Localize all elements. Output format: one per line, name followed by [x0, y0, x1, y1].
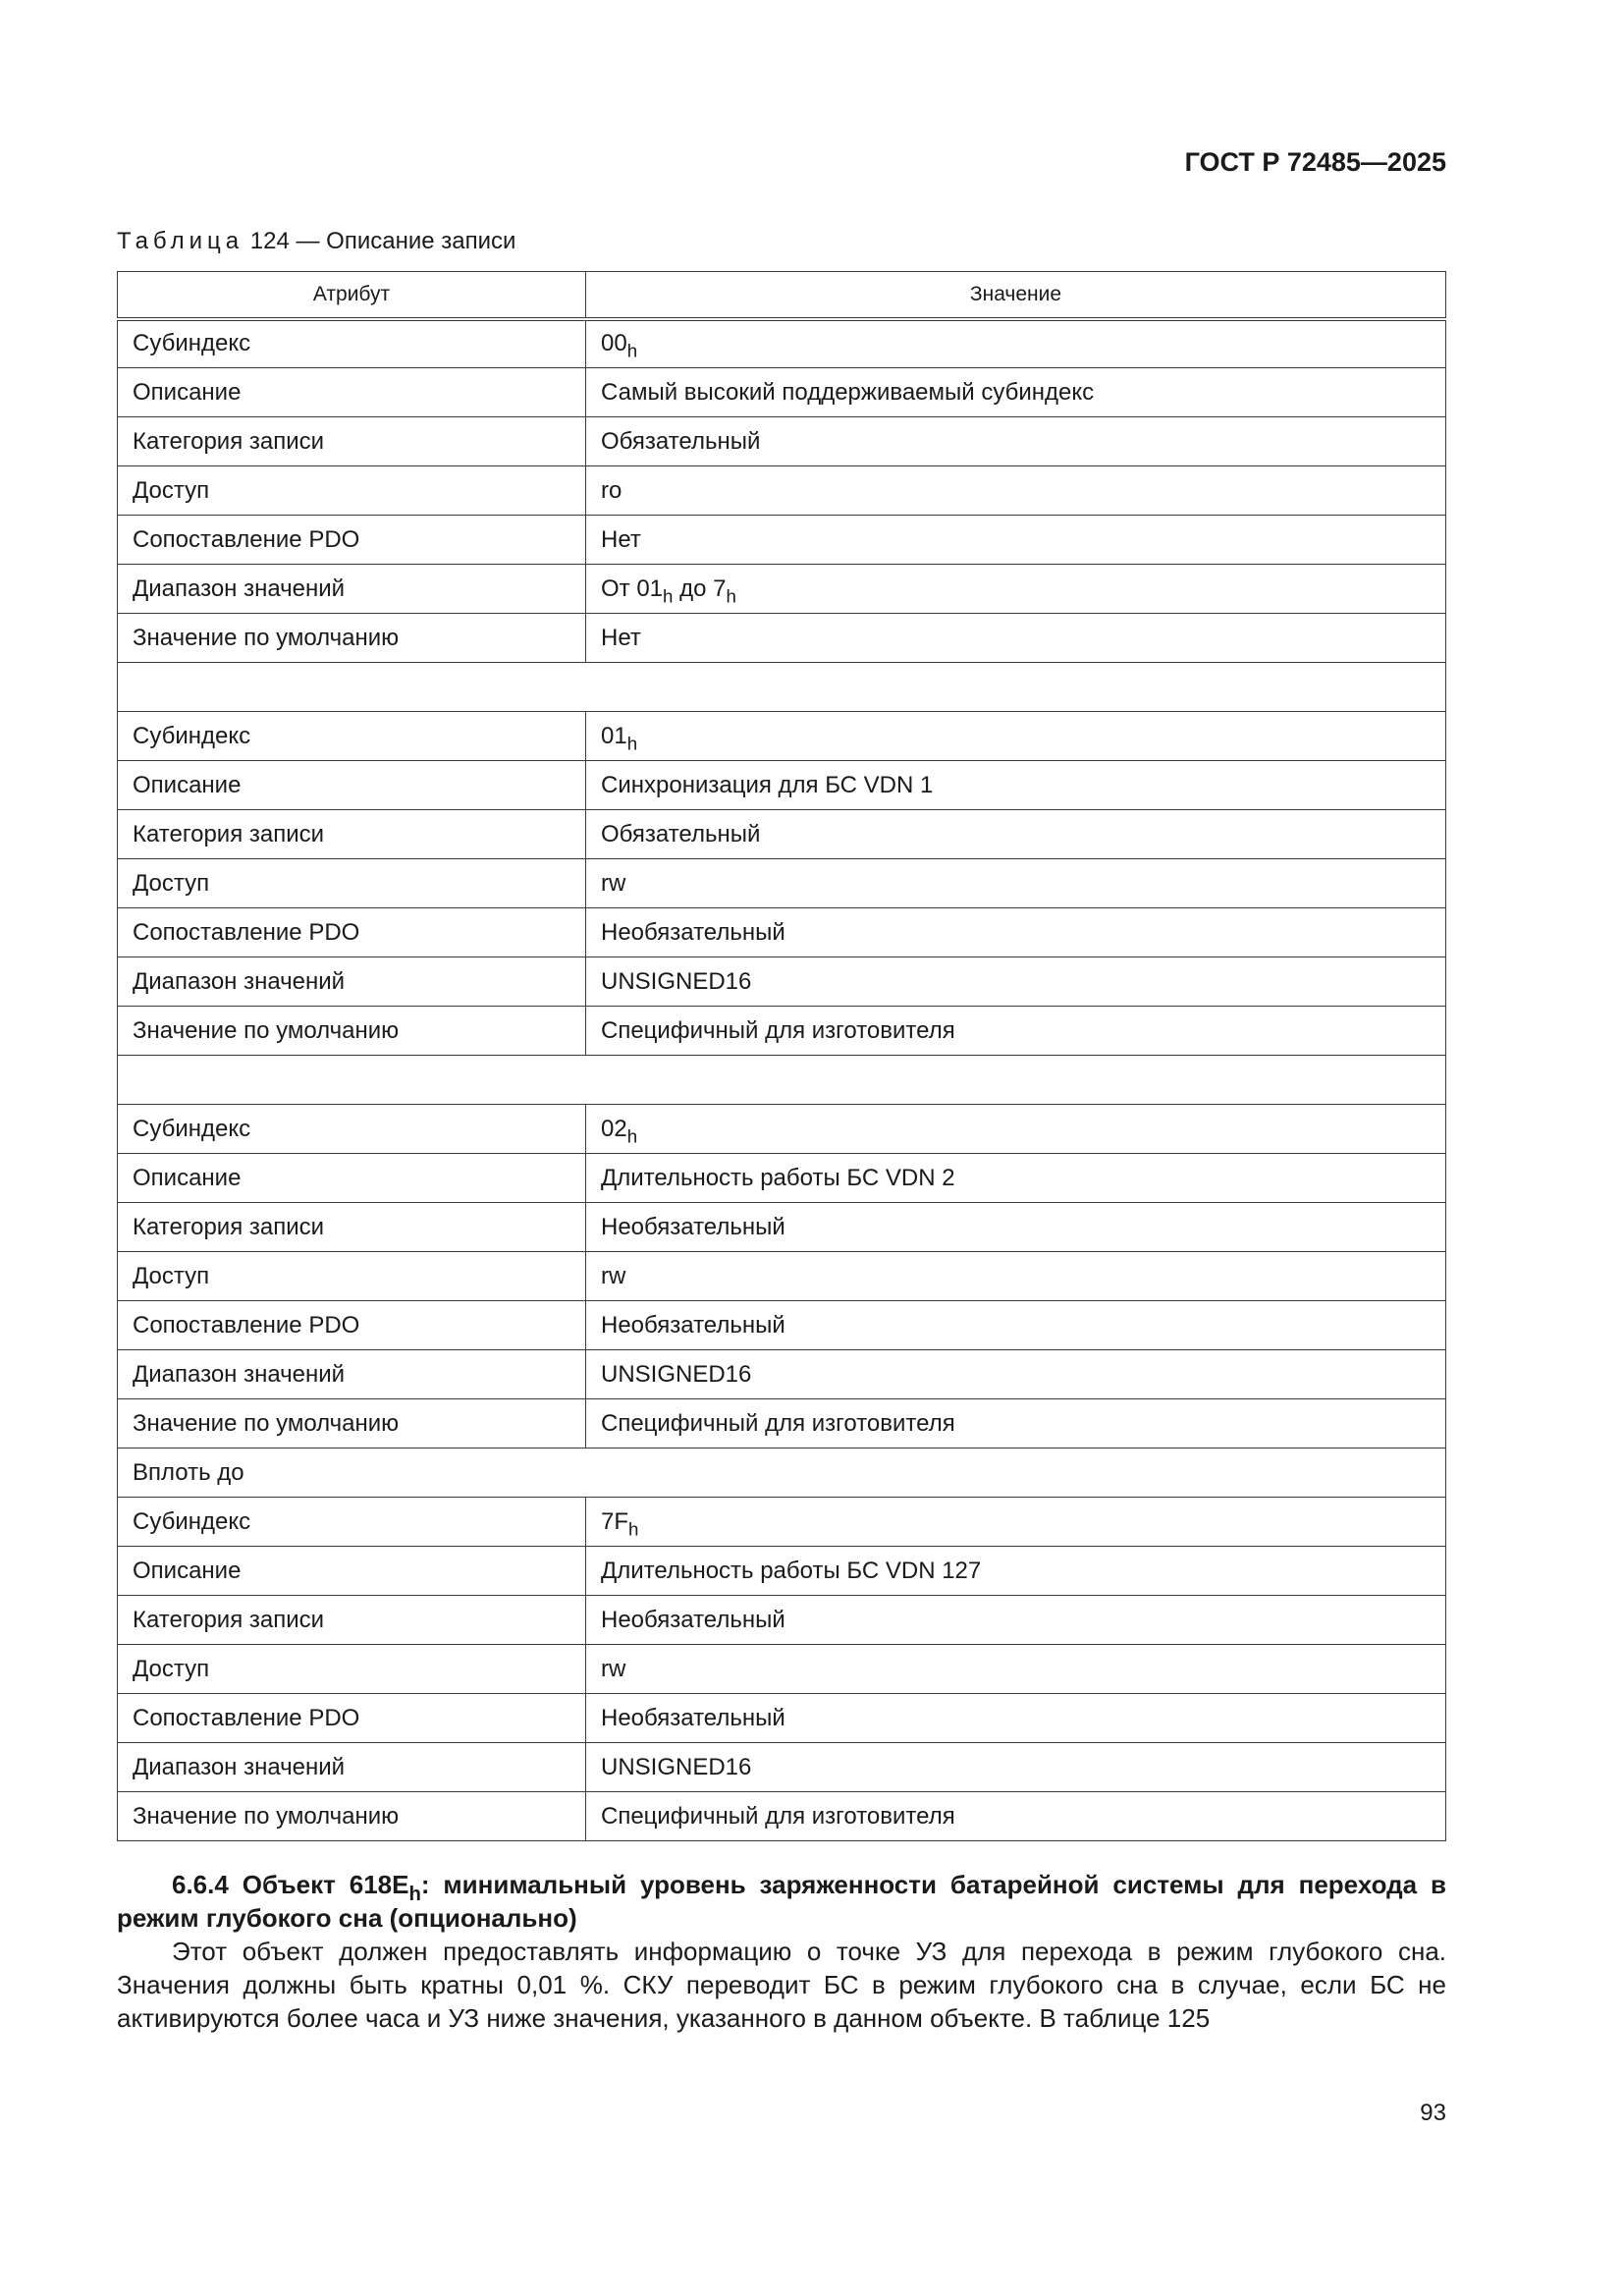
value-text: Длительность работы БС VDN 2	[601, 1164, 955, 1191]
table-span-cell: Вплоть до	[118, 1449, 1446, 1498]
table-row	[118, 1498, 1446, 1547]
value-subscript: h	[626, 733, 638, 754]
table-row	[118, 1449, 1446, 1498]
attribute-cell: Описание	[118, 368, 586, 417]
attribute-cell: Значение по умолчанию	[118, 1399, 586, 1449]
table-row	[118, 712, 1446, 761]
value-cell	[586, 565, 1446, 614]
attribute-cell: Сопоставление PDO	[118, 1694, 586, 1743]
table-row	[118, 1694, 1446, 1743]
value-cell	[586, 417, 1446, 466]
table-row	[118, 417, 1446, 466]
table-row	[118, 1007, 1446, 1056]
value-cell	[586, 1547, 1446, 1596]
table-caption	[117, 228, 515, 255]
attribute-cell: Сопоставление PDO	[118, 1301, 586, 1350]
value-text: до 7	[673, 574, 727, 602]
table-header-row	[118, 272, 1446, 319]
attribute-cell: Категория записи	[118, 417, 586, 466]
value-text: Необязательный	[601, 1606, 785, 1633]
table-row	[118, 957, 1446, 1007]
attribute-cell: Описание	[118, 1547, 586, 1596]
value-cell	[586, 1007, 1446, 1056]
table-row	[118, 908, 1446, 957]
value-text: 7F	[601, 1507, 629, 1535]
attribute-cell: Описание	[118, 761, 586, 810]
table-row	[118, 565, 1446, 614]
value-cell	[586, 1203, 1446, 1252]
value-text: От 01	[601, 574, 664, 602]
column-header-attribute: Атрибут	[118, 272, 586, 319]
table-row	[118, 516, 1446, 565]
value-cell	[586, 1498, 1446, 1547]
attribute-cell: Субиндекс	[118, 319, 586, 368]
table-row	[118, 319, 1446, 368]
value-cell	[586, 1105, 1446, 1154]
value-text: ro	[601, 476, 622, 504]
value-cell	[586, 614, 1446, 663]
table-row	[118, 1547, 1446, 1596]
value-cell	[586, 1154, 1446, 1203]
attribute-cell: Категория записи	[118, 810, 586, 859]
value-cell	[586, 859, 1446, 908]
attribute-cell: Описание	[118, 1154, 586, 1203]
value-cell	[586, 712, 1446, 761]
table-separator-cell	[118, 663, 1446, 712]
value-text: Длительность работы БС VDN 127	[601, 1557, 982, 1584]
table-row	[118, 1792, 1446, 1841]
value-text: 01	[601, 722, 627, 749]
value-subscript: h	[628, 1518, 639, 1540]
table-row	[118, 1399, 1446, 1449]
attribute-cell: Сопоставление PDO	[118, 908, 586, 957]
section-title-rest: : минимальный уровень заряженности батарейной системы для перехода в режим глубокого сна (опционально)	[117, 1870, 1446, 1933]
attribute-cell: Доступ	[118, 466, 586, 516]
table-row	[118, 859, 1446, 908]
attribute-cell: Категория записи	[118, 1203, 586, 1252]
attribute-cell: Категория записи	[118, 1596, 586, 1645]
value-text: Нет	[601, 525, 641, 553]
attribute-cell: Диапазон значений	[118, 957, 586, 1007]
table-separator-cell	[118, 1056, 1446, 1105]
value-text: Самый высокий поддерживаемый субиндекс	[601, 378, 1095, 406]
value-text: Необязательный	[601, 1213, 785, 1240]
table-row	[118, 663, 1446, 712]
value-text: Специфичный для изготовителя	[601, 1409, 955, 1437]
table-caption-label: Таблица	[117, 228, 244, 254]
table-row	[118, 1743, 1446, 1792]
value-cell	[586, 810, 1446, 859]
value-cell	[586, 1399, 1446, 1449]
page-number: 93	[1420, 2100, 1446, 2126]
section-title	[117, 1868, 1446, 1935]
section-body-text: Этот объект должен предоставлять информацию о точке УЗ для перехода в режим глубокого сна. Значения должны быть кратны 0,01 %. СКУ переводит БС в режим глубокого сна в случае, если БС не активируются более часа и УЗ ниже значения, указанного в данном объекте. В таблице 125	[117, 1937, 1446, 2033]
attribute-cell: Значение по умолчанию	[118, 1792, 586, 1841]
table-row	[118, 810, 1446, 859]
section-6-6-4	[117, 1868, 1446, 2035]
value-subscript: h	[626, 1125, 638, 1147]
value-cell	[586, 1596, 1446, 1645]
section-title-prefix: 6.6.4 Объект 618E	[172, 1870, 409, 1899]
value-cell	[586, 957, 1446, 1007]
record-description-table	[117, 271, 1446, 1841]
value-text: rw	[601, 1262, 626, 1289]
value-text: rw	[601, 1655, 626, 1682]
value-text: Синхронизация для БС VDN 1	[601, 771, 934, 798]
table-row	[118, 614, 1446, 663]
table-row	[118, 1252, 1446, 1301]
document-id-header: ГОСТ Р 72485—2025	[1184, 147, 1446, 177]
attribute-cell: Доступ	[118, 1645, 586, 1694]
value-text: Специфичный для изготовителя	[601, 1016, 955, 1044]
value-cell	[586, 1301, 1446, 1350]
table-row	[118, 1350, 1446, 1399]
value-text: Нет	[601, 624, 641, 651]
table-row	[118, 1105, 1446, 1154]
value-cell	[586, 908, 1446, 957]
value-cell	[586, 319, 1446, 368]
value-cell	[586, 1252, 1446, 1301]
value-text: UNSIGNED16	[601, 1360, 752, 1388]
table-row	[118, 761, 1446, 810]
value-text: Необязательный	[601, 1704, 785, 1731]
value-text: 00	[601, 330, 627, 357]
value-text: Обязательный	[601, 427, 761, 455]
column-header-value: Значение	[586, 272, 1446, 319]
value-cell	[586, 368, 1446, 417]
value-text: Специфичный для изготовителя	[601, 1802, 955, 1830]
attribute-cell: Значение по умолчанию	[118, 614, 586, 663]
value-subscript: h	[663, 585, 674, 607]
table-row	[118, 1301, 1446, 1350]
value-cell	[586, 1645, 1446, 1694]
attribute-cell: Диапазон значений	[118, 1350, 586, 1399]
attribute-cell: Субиндекс	[118, 1105, 586, 1154]
table-row	[118, 466, 1446, 516]
attribute-cell: Доступ	[118, 1252, 586, 1301]
attribute-cell: Сопоставление PDO	[118, 516, 586, 565]
attribute-cell: Диапазон значений	[118, 1743, 586, 1792]
attribute-cell: Субиндекс	[118, 1498, 586, 1547]
attribute-cell: Диапазон значений	[118, 565, 586, 614]
table-body	[118, 319, 1446, 1841]
table-row	[118, 1154, 1446, 1203]
value-text: UNSIGNED16	[601, 967, 752, 995]
value-text: rw	[601, 869, 626, 897]
value-text: Необязательный	[601, 918, 785, 946]
table-row	[118, 1203, 1446, 1252]
value-text: Необязательный	[601, 1311, 785, 1339]
value-subscript: h	[726, 585, 736, 607]
value-cell	[586, 1792, 1446, 1841]
value-cell	[586, 761, 1446, 810]
table-row	[118, 1596, 1446, 1645]
value-text: 02	[601, 1115, 627, 1142]
attribute-cell: Доступ	[118, 859, 586, 908]
attribute-cell: Субиндекс	[118, 712, 586, 761]
value-text: UNSIGNED16	[601, 1753, 752, 1780]
value-cell	[586, 516, 1446, 565]
value-cell	[586, 1350, 1446, 1399]
table-row	[118, 1056, 1446, 1105]
value-cell	[586, 1694, 1446, 1743]
table-row	[118, 368, 1446, 417]
section-title-subscript: h	[408, 1884, 421, 1906]
value-subscript: h	[626, 340, 638, 361]
table-row	[118, 1645, 1446, 1694]
value-text: Обязательный	[601, 820, 761, 847]
table-caption-text: 124 — Описание записи	[243, 228, 516, 254]
attribute-cell: Значение по умолчанию	[118, 1007, 586, 1056]
value-cell	[586, 466, 1446, 516]
value-cell	[586, 1743, 1446, 1792]
